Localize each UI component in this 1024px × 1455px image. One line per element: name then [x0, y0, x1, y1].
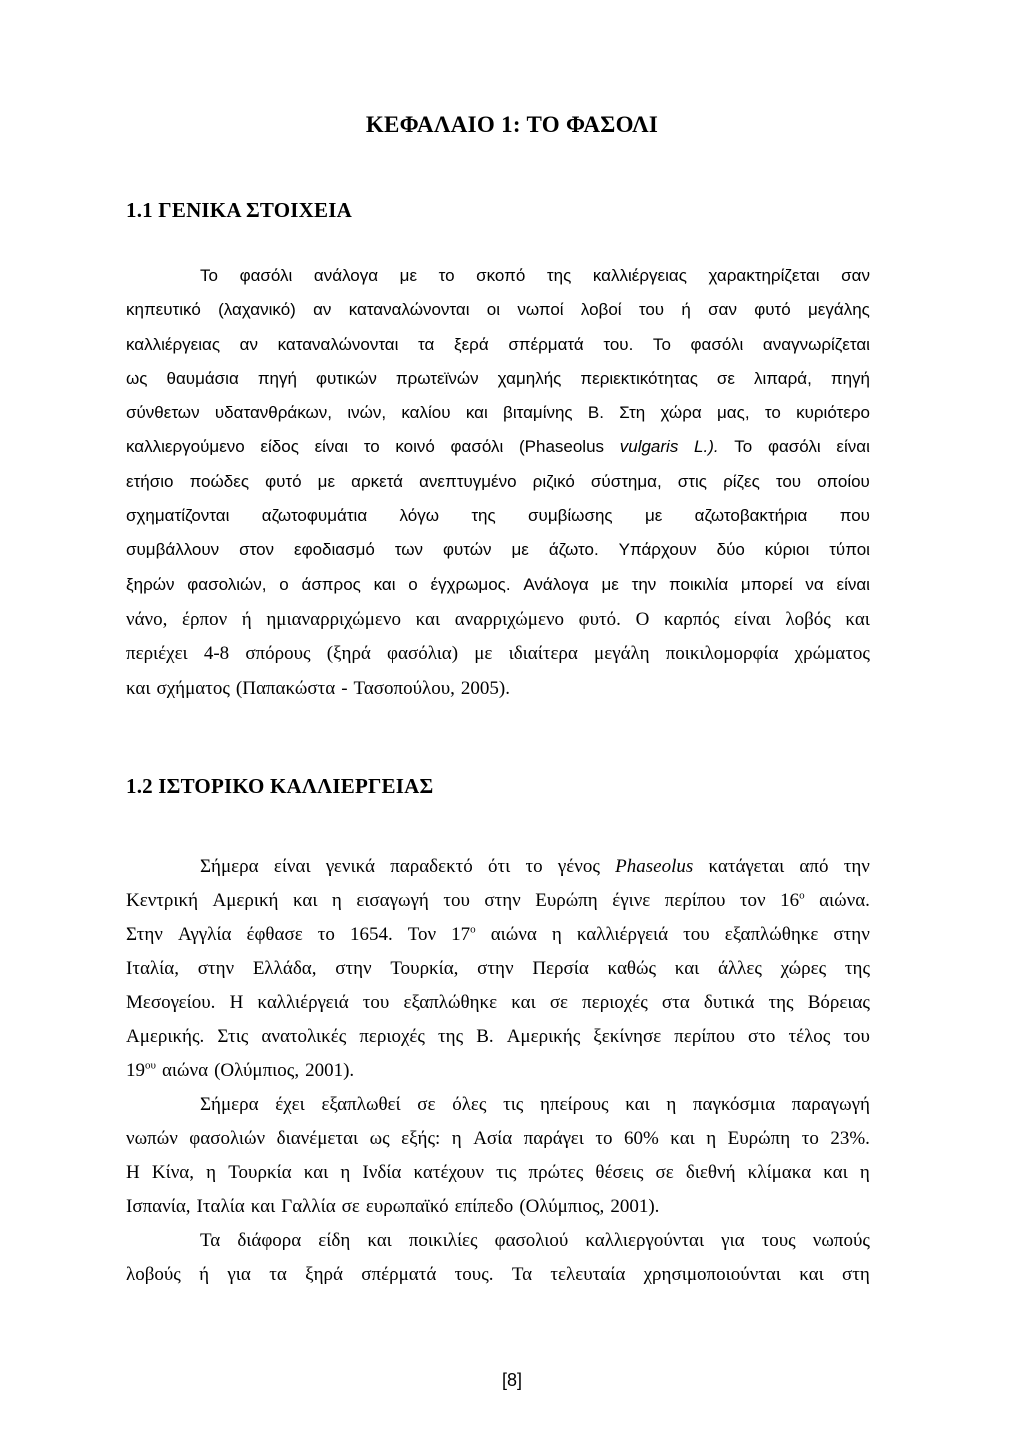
- section-heading-history: 1.2 ΙΣΤΟΡΙΚΟ ΚΑΛΛΙΕΡΓΕΙΑΣ: [126, 774, 434, 798]
- text-line: καλλιεργούμενο είδος είναι το κοινό φασόλι (Phaseolus vulgaris L.). Το φασόλι είναι: [126, 437, 870, 457]
- text-line: νάνο, έρπον ή ημιαναρριχώμενο και αναρριχώμενο φυτό. Ο καρπός είναι λοβός και: [126, 608, 870, 630]
- text-line: Ισπανία, Ιταλία και Γαλλία σε ευρωπαϊκό επίπεδο (Ολύμπιος, 2001).: [126, 1196, 660, 1217]
- text-line: ως θαυμάσια πηγή φυτικών πρωτεϊνών χαμηλής περιεκτικότητας σε λιπαρά, πηγή: [126, 368, 870, 388]
- text-line: Μεσογείου. Η καλλιέργειά του εξαπλώθηκε και σε περιοχές στα δυτικά της Βόρειας: [126, 992, 870, 1013]
- text-line: Η Κίνα, η Τουρκία και η Ινδία κατέχουν τις πρώτες θέσεις σε διεθνή κλίμακα και η: [126, 1162, 870, 1183]
- text-line: λοβούς ή για τα ξηρά σπέρματά τους. Τα τελευταία χρησιμοποιούνται και στη: [126, 1264, 870, 1285]
- text-line: Το φασόλι ανάλογα με το σκοπό της καλλιέργειας χαρακτηρίζεται σαν: [200, 266, 870, 285]
- text-line: κηπευτικό (λαχανικό) αν καταναλώνονται οι νωποί λοβοί του ή σαν φυτό μεγάλης: [126, 300, 870, 320]
- page-number: [8]: [501, 1370, 522, 1390]
- text-line: $19^{o\upsilon}$ αιώνα (Ολύμπιος, 2001).: [126, 1059, 355, 1081]
- text-line: Αμερικής. Στις ανατολικές περιοχές της Β. Αμερικής ξεκίνησε περίπου στο τέλος του: [126, 1026, 870, 1047]
- text-line: Στην Αγγλία έφθασε το 1654. Τον $17^o$ αιώνα η καλλιέργειά του εξαπλώθηκε στην: [126, 923, 870, 945]
- text-line: καλλιέργειας αν καταναλώνονται τα ξερά σπέρματά του. Το φασόλι αναγνωρίζεται: [126, 334, 870, 354]
- section-body-history: [126, 856, 870, 1298]
- text-line: ξηρών φασολιών, ο άσπρος και ο έγχρωμος. Ανάλογα με την ποικιλία μπορεί να είναι: [126, 574, 870, 594]
- text-line: Τα διάφορα είδη και ποικιλίες φασολιού καλλιεργούνται για τους νωπούς: [200, 1230, 870, 1251]
- text-line: Ιταλία, στην Ελλάδα, στην Τουρκία, στην Περσία καθώς και άλλες χώρες της: [126, 958, 870, 979]
- text-line: και σχήματος (Παπακώστα - Τασοπούλου, 2005).: [126, 677, 510, 699]
- text-line: νωπών φασολιών διανέμεται ως εξής: η Ασία παράγει το 60% και η Ευρώπη το 23%.: [126, 1128, 870, 1149]
- text-line: Κεντρική Αμερική και η εισαγωγή του στην Ευρώπη έγινε περίπου τον $16^o$ αιώνα.: [126, 889, 870, 911]
- section-body-general: [126, 266, 870, 712]
- text-line: συμβάλλουν στον εφοδιασμό των φυτών με άζωτο. Υπάρχουν δύο κύριοι τύποι: [126, 540, 870, 560]
- text-line: Σήμερα είναι γενικά παραδεκτό ότι το γένος Phaseolus κατάγεται από την: [200, 856, 870, 877]
- text-line: Σήμερα έχει εξαπλωθεί σε όλες τις ηπείρους και η παγκόσμια παραγωγή: [200, 1094, 870, 1115]
- chapter-title: ΚΕΦΑΛΑΙΟ 1: ΤΟ ΦΑΣΟΛΙ: [365, 112, 659, 137]
- text-line: περιέχει 4-8 σπόρους (ξηρά φασόλια) με ιδιαίτερα μεγάλη ποικιλομορφία χρώματος: [126, 643, 870, 665]
- text-line: ετήσιο ποώδες φυτό με αρκετά ανεπτυγμένο ριζικό σύστημα, στις ρίζες του οποίου: [126, 471, 870, 491]
- section-heading-general: 1.1 ΓΕΝΙΚΑ ΣΤΟΙΧΕΙΑ: [126, 198, 352, 222]
- text-line: σχηματίζονται αζωτοφυμάτια λόγω της συμβίωσης με αζωτοβακτήρια που: [126, 506, 870, 526]
- text-line: σύνθετων υδατανθράκων, ινών, καλίου και βιταμίνης Β. Στη χώρα μας, το κυριότερο: [126, 403, 870, 423]
